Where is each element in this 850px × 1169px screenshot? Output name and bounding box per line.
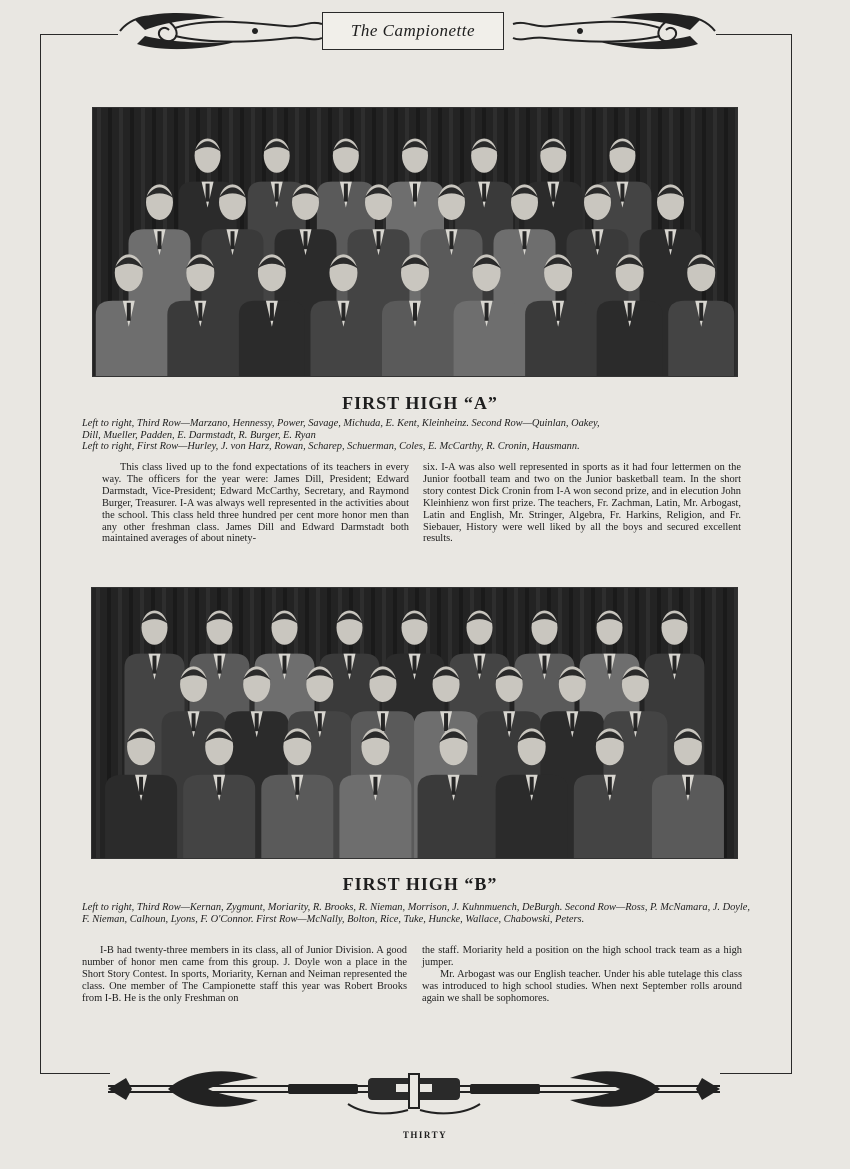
student-figure-tie xyxy=(673,656,677,674)
page-border-top-left xyxy=(40,34,118,35)
student-figure-tie xyxy=(304,231,308,249)
section-title-first-high-b: FIRST HIGH “B” xyxy=(342,874,498,894)
article-column-b-right xyxy=(422,945,742,1005)
student-figure-tie xyxy=(450,231,454,249)
student-figure-tie xyxy=(283,656,287,674)
student-figure-tie xyxy=(523,231,527,249)
student-figure-tie xyxy=(633,713,637,731)
page-border-top-right xyxy=(716,34,792,35)
student-figure-tie xyxy=(381,713,385,731)
student-figure-tie xyxy=(217,777,221,795)
section-title-first-high-a: FIRST HIGH “A” xyxy=(342,393,498,413)
class-photo-first-high-a xyxy=(92,107,738,377)
student-figure-tie xyxy=(628,303,632,321)
page-border-left xyxy=(40,34,41,1074)
student-figure-tie xyxy=(413,303,417,321)
student-figure-tie xyxy=(699,303,703,321)
student-figure-tie xyxy=(318,713,322,731)
student-figure-tie xyxy=(153,656,157,674)
student-figure-tie xyxy=(255,713,259,731)
student-figure-tie xyxy=(608,656,612,674)
curtain-fold xyxy=(734,588,737,858)
article-paragraph: Mr. Arbogast was our English teacher. Under his able tutelage this class was introduced to high school studies. When next September rolls around again we shall be sophomores. xyxy=(422,968,742,1004)
student-figure-tie xyxy=(478,656,482,674)
student-figure-tie xyxy=(231,231,235,249)
caption-line: Left to right, Third Row—Marzano, Hennessy, Power, Savage, Michuda, E. Kent, Kleinheinz. Second Row—Quinlan, Oakey, xyxy=(82,418,600,429)
student-figure-tie xyxy=(270,303,274,321)
student-figure-tie xyxy=(198,303,202,321)
class-photo-first-high-b xyxy=(91,587,738,859)
caption-first-high-b xyxy=(82,902,750,925)
student-figure-tie xyxy=(377,231,381,249)
footer-torch-ornament xyxy=(108,1064,720,1120)
curtain-fold xyxy=(96,588,100,858)
student-figure-tie xyxy=(608,777,612,795)
student-figure-tie xyxy=(620,184,624,202)
student-figure-tie xyxy=(192,713,196,731)
student-figure-tie xyxy=(344,184,348,202)
caption-first-high-a xyxy=(82,418,750,453)
student-figure-tie xyxy=(275,184,279,202)
student-figure-tie xyxy=(206,184,210,202)
student-figure-tie xyxy=(413,184,417,202)
article-paragraph: I-B had twenty-three members in its class, all of Junior Division. A good number of honor men came from this group. J. Doyle won a place in the Short Story Contest. In sports, Moriarity, Kernan and Neiman represented the class. One member of The Campionette staff this year was Robert Brooks from I-B. He is the only Freshman on xyxy=(82,945,407,1004)
student-figure-tie xyxy=(596,231,600,249)
article-paragraph: six. I-A was also well represented in sports as it had four lettermen on the Junior football team and two on the Junior basketball team. In the short story contest Dick Cronin from I-A won second prize, and in elecution John Kleinhienz won first prize. The teachers, Fr. Zachman, Latin, Mr. Arbogast, Latin and English, Mr. Stringer, Algebra, Fr. Harkins, Religion, and Fr. Siebauer, History were well liked by all the boys and secured excellent results. xyxy=(423,462,741,545)
page-border-bottom-right xyxy=(720,1073,792,1074)
caption-text: Left to right, Third Row—Kernan, Zygmunt, Moriarity, R. Brooks, R. Nieman, Morrison, J. Kuhnmuench, DeBurgh. Second Row—Ross, P. McNamara, J. Doyle, F. Nieman, Calhoun, Lyons, F. O'Connor. First Row—McNally, Bolton, Rice, Tuke, Huncke, Wallace, Chabowski, Peters. xyxy=(82,902,750,925)
student-figure-tie xyxy=(530,777,534,795)
student-figure-tie xyxy=(686,777,690,795)
student-figure-tie xyxy=(669,231,673,249)
page-border-bottom-left xyxy=(40,1073,110,1074)
article-column-b-left xyxy=(82,945,407,1005)
student-figure-tie xyxy=(543,656,547,674)
student-figure-tie xyxy=(482,184,486,202)
page-number: THIRTY xyxy=(402,1130,448,1140)
article-column-a-left xyxy=(102,462,409,545)
student-figure-tie xyxy=(348,656,352,674)
student-figure-tie xyxy=(444,713,448,731)
student-figure-tie xyxy=(485,303,489,321)
student-figure-tie xyxy=(295,777,299,795)
student-figure-tie xyxy=(551,184,555,202)
curtain-fold xyxy=(735,108,737,376)
caption-line: Dill, Mueller, Padden, E. Darmstadt, R. Burger, E. Ryan xyxy=(82,429,316,441)
article-column-a-right xyxy=(423,462,741,545)
caption-line: Left to right, First Row—Hurley, J. von Harz, Rowan, Scharep, Schuerman, Coles, E. McCarthy, R. Cronin, Hausmann. xyxy=(82,441,580,453)
header-title-box xyxy=(322,12,504,50)
student-figure-tie xyxy=(507,713,511,731)
student-figure-tie xyxy=(556,303,560,321)
student-figure-tie xyxy=(341,303,345,321)
student-figure-tie xyxy=(413,656,417,674)
student-figure-tie xyxy=(373,777,377,795)
student-figure-tie xyxy=(158,231,162,249)
page-border-right xyxy=(791,34,792,1074)
student-figure-tie xyxy=(570,713,574,731)
student-figure-tie xyxy=(127,303,131,321)
article-paragraph: the staff. Moriarity held a position on the high school track team as a high jumper. xyxy=(422,945,742,968)
student-figure-tie xyxy=(139,777,143,795)
page-header-title: The Campionette xyxy=(350,21,476,40)
article-paragraph: This class lived up to the fond expectations of its teachers in every way. The officers for the year were: James Dill, President; Edward Darmstadt, Vice-President; Edward McCarthy, Secretary, and Raymond Burger, Treasurer. I-A was always well represented in the activities about the school. This class held three hundred per cent more honor men than any other freshman class. James Dill and Edward Darmstadt both maintained averages of about ninety- xyxy=(102,462,409,545)
student-figure-tie xyxy=(452,777,456,795)
student-figure-tie xyxy=(218,656,222,674)
